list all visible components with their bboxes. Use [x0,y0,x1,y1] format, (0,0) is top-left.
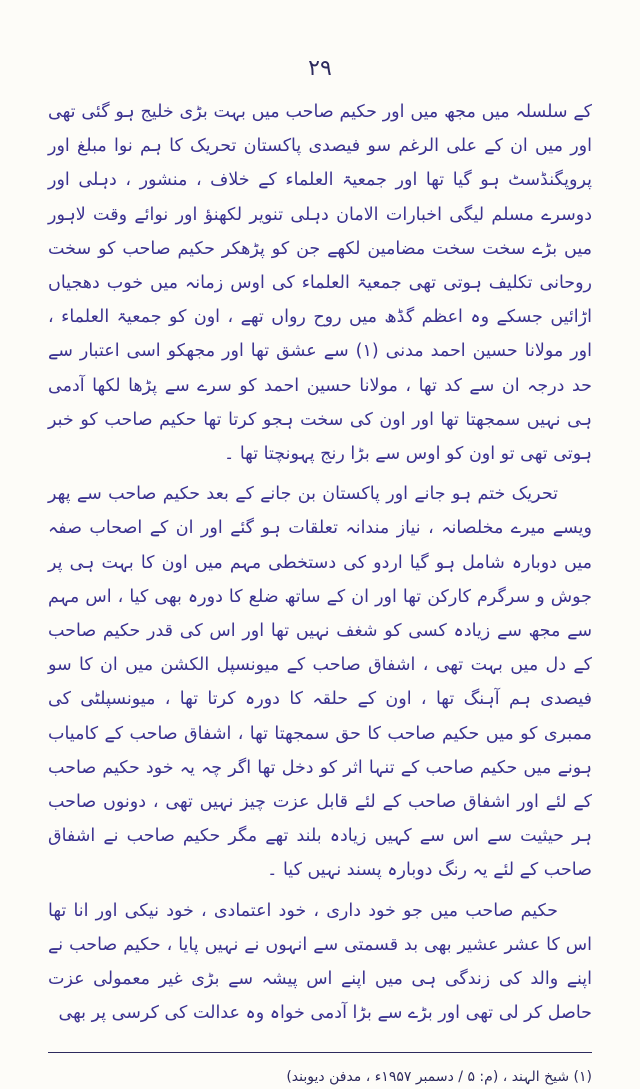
paragraph-3: حکیم صاحب میں جو خود داری ، خود اعتمادی ، خود نیکی اور انا تھا اس کا عشر عشیر بھی بد قسمتی سے انہوں نے نہیں پایا ، حکیم صاحب نے اپنے والد کی زندگی ہی میں اپنے اس پیشہ سے بڑی غیر معمولی عزت حاصل کر لی تھی اور بڑے سے بڑا آدمی خواہ وہ عدالت کی کرسی پر بھی [48,900,592,1024]
footnote-divider [48,1052,592,1053]
paragraph-1: کے سلسلہ میں مجھ میں اور حکیم صاحب میں بہت بڑی خلیج ہو گئی تھی اور میں ان کے علی الرغم سو فیصدی پاکستان تحریک کا ہم نوا مبلغ اور پروپگنڈسٹ ہو گیا تھا اور جمعیۃ العلماء کے خلاف ، منشور ، دہلی اور دوسرے مسلم لیگی اخبارات الامان دہلی تنویر لکھنؤ اور نوائے وقت لاہور میں بڑے سخت سخت مضامین لکھے جن کو پڑھکر حکیم صاحب کو سخت روحانی تکلیف ہوتی تھی جمعیۃ العلماء کی اوس زمانہ میں خوب دھجیاں اڑائیں جسکے وہ اعظم گڈھ میں روح رواں تھے ، اون کو جمعیۃ العلماء ، اور مولانا حسین احمد مدنی (۱) سے عشق تھا اور مجھکو اسی اعتبار سے حد درجہ ان سے کد تھا ، مولانا حسین احمد کو سرے سے پڑھا لکھا آدمی ہی نہیں سمجھتا تھا اور اون کی سخت ہجو کرتا تھا حکیم صاحب کو خبر ہوتی تھی تو اون کو اوس سے بڑا رنج پہونچتا تھا ۔ [48,102,592,465]
body-text [48,95,592,1030]
page-number: ۲۹ [308,56,332,81]
paragraph-2: تحریک ختم ہو جانے اور پاکستان بن جانے کے بعد حکیم صاحب سے پھر ویسے میرے مخلصانہ ، نیاز مندانہ تعلقات ہو گئے اور ان کے اصحاب صفہ میں دوبارہ شامل ہو گیا اردو کی دستخطی مہم میں اون کا بہت ہی پر جوش و سرگرم کارکن تھا اور ان کے ساتھ ضلع کا دورہ بھی کیا ، اس مہم سے مجھ سے زیادہ کسی کو شغف نہیں تھا اور اس کی قدر حکیم صاحب کے دل میں بہت تھی ، اشفاق صاحب کے میونسپل الکشن میں ان کا سو فیصدی ہم آہنگ تھا ، اون کے حلقہ کا دورہ کرتا تھا ، میونسپلٹی کی ممبری کو میں حکیم صاحب کا حق سمجھتا تھا ، اشفاق صاحب کے کامیاب ہونے میں حکیم صاحب کے تنہا اثر کو دخل تھا اگر چہ یہ خود حکیم صاحب کے لئے اور اشفاق صاحب کے لئے قابل عزت چیز نہیں تھی ، دونوں صاحب ہر حیثیت سے اس سے کہیں زیادہ بلند تھے مگر حکیم صاحب نے اشفاق صاحب کے لئے یہ رنگ دوبارہ پسند نہیں کیا ۔ [48,484,592,881]
footnote: (۱) شیخ الہند ، (م: ۵ / دسمبر ۱۹۵۷ء ، مدفن دیوبند) [286,1069,592,1086]
